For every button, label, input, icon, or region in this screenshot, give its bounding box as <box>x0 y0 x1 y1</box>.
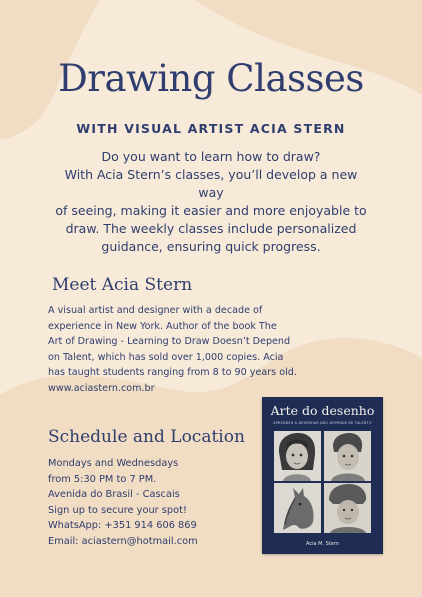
schedule-heading: Schedule and Location <box>48 427 245 447</box>
intro-line: of seeing, making it easier and more enjoyable to <box>55 203 367 218</box>
bio-line: on Talent, which has sold over 1,000 copies. Acia <box>48 351 284 363</box>
intro-line: With Acia Stern’s classes, you’ll develop a new way <box>64 167 358 200</box>
bio-line: has taught students ranging from 8 to 90 years old. <box>48 367 297 378</box>
page-subtitle: WITH VISUAL ARTIST ACIA STERN <box>76 121 346 136</box>
email-contact[interactable]: Email: aciastern@hotmail.com <box>48 535 198 547</box>
intro-line: draw. The weekly classes include personalized <box>65 221 357 236</box>
meet-heading: Meet Acia Stern <box>52 275 193 295</box>
schedule-line: Sign up to secure your spot! <box>48 504 187 516</box>
book-cover <box>262 397 383 554</box>
schedule-line: Mondays and Wednesdays <box>48 458 179 469</box>
portrait-horse <box>274 483 321 533</box>
book-title: Arte do desenho <box>270 403 375 418</box>
page-title: Drawing Classes <box>58 57 364 100</box>
bio-line: Art of Drawing - Learning to Draw Doesn’t Depend <box>48 336 291 347</box>
whatsapp-contact[interactable]: WhatsApp: +351 914 606 869 <box>48 520 197 531</box>
book-subtitle: APRENDER A DESENHAR NÃO DEPENDE DE TALENTO <box>273 421 372 425</box>
book-illustrations <box>273 430 372 534</box>
bio-line: A visual artist and designer with a decade of <box>48 305 263 316</box>
intro-line: guidance, ensuring quick progress. <box>101 239 321 254</box>
portrait-girl <box>274 431 321 481</box>
intro-line: Do you want to learn how to draw? <box>101 149 321 164</box>
book-author: Acia M. Stern <box>306 541 339 547</box>
intro-paragraph <box>55 148 367 256</box>
schedule-details <box>48 456 198 549</box>
schedule-line: Avenida do Brasil - Cascais <box>48 489 180 500</box>
portrait-man-turban <box>324 483 371 533</box>
portrait-boy <box>324 431 371 481</box>
schedule-line: from 5:30 PM to 7 PM. <box>48 473 157 485</box>
bio-paragraph <box>48 303 298 396</box>
website-link[interactable]: www.aciastern.com.br <box>48 382 155 394</box>
bio-line: experience in New York. Author of the book The <box>48 320 277 332</box>
